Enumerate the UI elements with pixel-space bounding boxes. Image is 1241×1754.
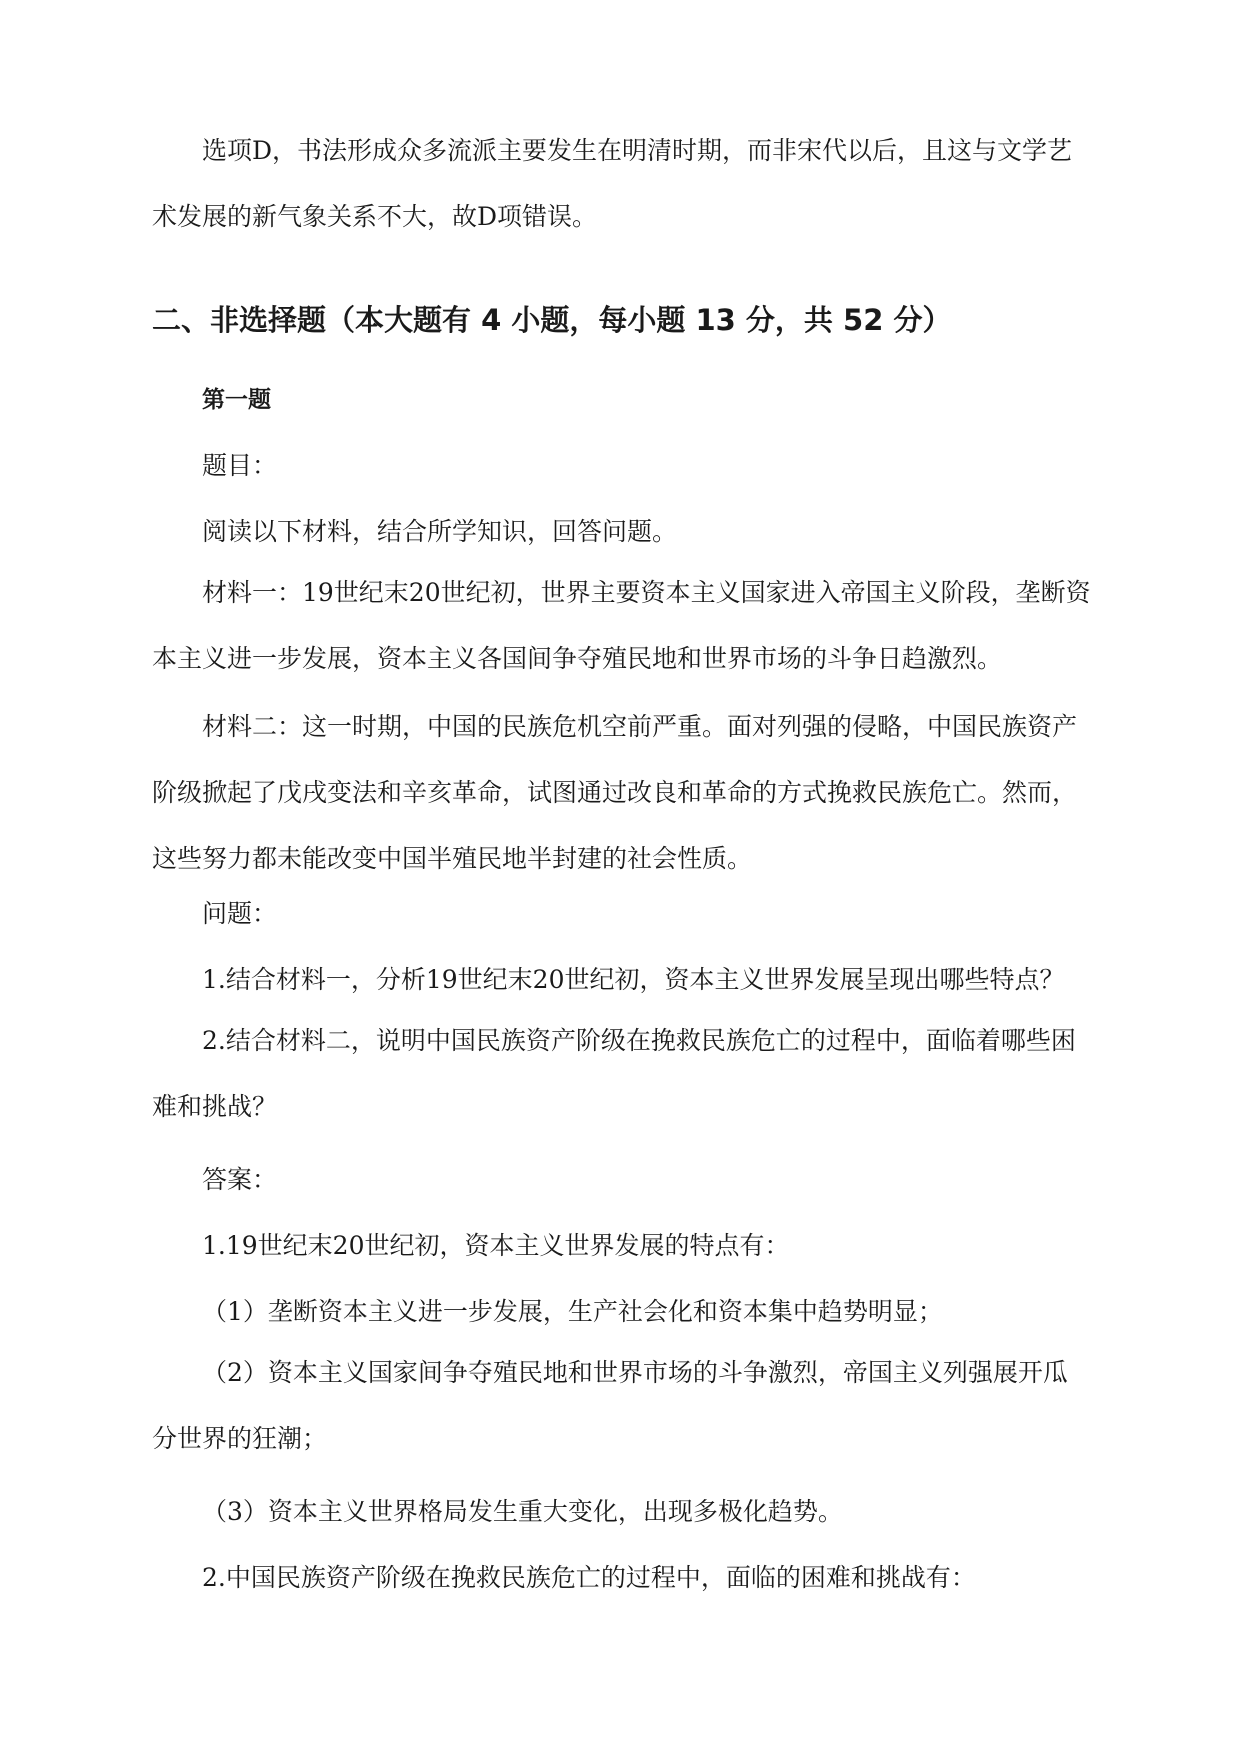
option-d-explanation: 选项D，书法形成众多流派主要发生在明清时期，而非宋代以后，且这与文学艺术发展的新气象关系不大，故D项错误。 xyxy=(152,136,1073,231)
answer-1-point-1: （1）垄断资本主义进一步发展，生产社会化和资本集中趋势明显； xyxy=(202,1297,943,1326)
material-two: 材料二：这一时期，中国的民族危机空前严重。面对列强的侵略，中国民族资产阶级掀起了戊戌变法和辛亥革命，试图通过改良和革命的方式挽救民族危亡。然而，这些努力都未能改变中国半殖民地半封建的社会性质。 xyxy=(152,712,1078,873)
section-two-heading: 二、非选择题（本大题有 4 小题，每小题 13 分，共 52 分） xyxy=(152,303,952,337)
question-1: 1.结合材料一，分析19世纪末20世纪初，资本主义世界发展呈现出哪些特点？ xyxy=(202,965,1065,994)
answer-label: 答案： xyxy=(202,1165,278,1194)
question-prompt-label: 题目： xyxy=(202,451,278,480)
answer-1-point-3: （3）资本主义世界格局发生重大变化，出现多极化趋势。 xyxy=(202,1497,843,1526)
answer-1-intro: 1.19世纪末20世纪初，资本主义世界发展的特点有： xyxy=(202,1231,790,1260)
answer-1-point-2: （2）资本主义国家间争夺殖民地和世界市场的斗争激烈，帝国主义列强展开瓜分世界的狂潮； xyxy=(152,1358,1068,1453)
question-2: 2.结合材料二，说明中国民族资产阶级在挽救民族危亡的过程中，面临着哪些困难和挑战？ xyxy=(152,1026,1076,1121)
questions-label: 问题： xyxy=(202,899,278,928)
answer-2-intro: 2.中国民族资产阶级在挽救民族危亡的过程中，面临的困难和挑战有： xyxy=(202,1563,976,1592)
question-one-title: 第一题 xyxy=(202,387,271,413)
question-instruction: 阅读以下材料，结合所学知识，回答问题。 xyxy=(202,517,678,546)
material-one: 材料一：19世纪末20世纪初，世界主要资本主义国家进入帝国主义阶段，垄断资本主义进一步发展，资本主义各国间争夺殖民地和世界市场的斗争日趋激烈。 xyxy=(152,578,1091,673)
